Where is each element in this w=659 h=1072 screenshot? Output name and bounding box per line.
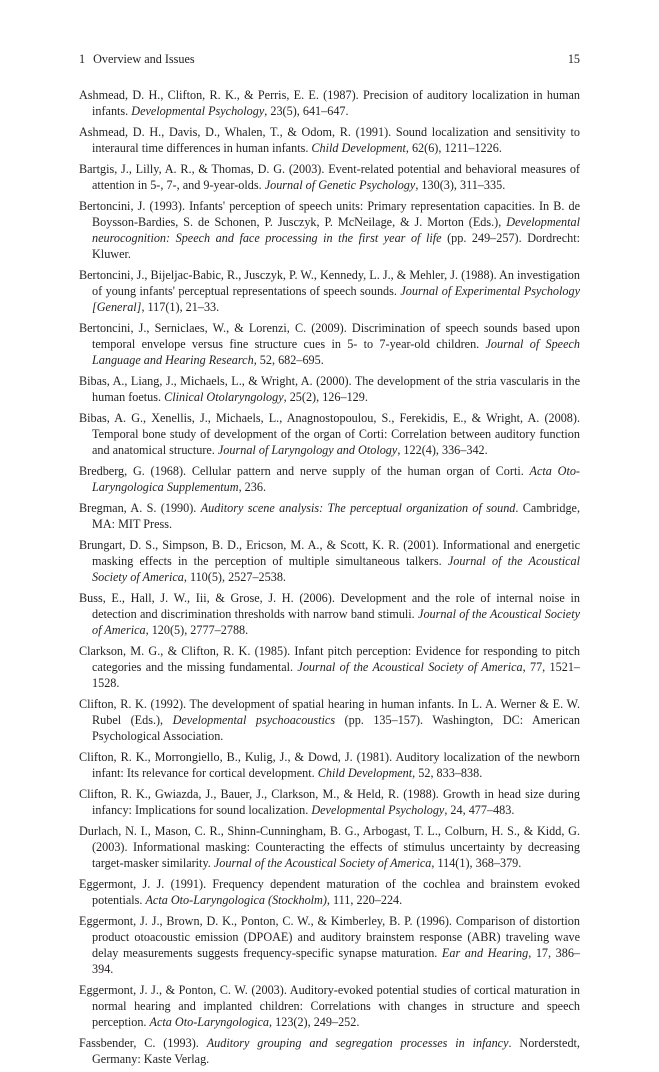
reference-text: Eggermont, J. J., & Ponton, C. W. (2003). Auditory-evoked potential studies of cortical maturation in normal hearing and implanted children: Correlations with changes in structure and speech perception. [79, 983, 580, 1029]
reference-text: Buss, E., Hall, J. W., Iii, & Grose, J. H. (2006). Development and the role of internal noise in detection and discrimination thresholds with narrow band stimuli. [79, 591, 580, 621]
page-number: 15 [567, 52, 580, 66]
reference-text: Clarkson, M. G., & Clifton, R. K. (1985). Infant pitch perception: Evidence for responding to pitch categories and the missing fundamental. [79, 644, 580, 674]
reference-text: Eggermont, J. J., Brown, D. K., Ponton, C. W., & Kimberley, B. P. (1996). Comparison of distortion product otoacoustic emission (DPOAE) and auditory brainstem response (ABR) traveling wave delay measurements suggests frequency-specific synapse maturation. [79, 914, 580, 960]
reference-details: , 130(3), 311–335. [415, 178, 506, 192]
reference-text: Clifton, R. K., Morrongiello, B., Kulig, J., & Dowd, J. (1981). Auditory localization of the newborn infant: Its relevance for cortical development. [79, 750, 580, 780]
reference-entry [79, 913, 580, 977]
reference-details: , 52, 833–838. [412, 766, 483, 780]
reference-details: , 77, 1521–1528. [92, 660, 581, 690]
reference-source-title: Journal of the Acoustical Society of America [92, 607, 580, 637]
reference-source-title: Acta Oto-Laryngologica Supplementum [92, 464, 580, 494]
reference-entry [79, 537, 580, 585]
reference-details: (pp. 135–157). Washington, DC: American Psychological Association. [92, 713, 580, 743]
reference-entry [79, 1035, 580, 1067]
reference-source-title: Ear and Hearing [441, 946, 529, 960]
reference-entry [79, 590, 580, 638]
reference-source-title: Journal of Laryngology and Otology [217, 443, 398, 457]
reference-source-title: Acta Oto-Laryngologica (Stockholm) [145, 893, 327, 907]
reference-source-title: Auditory scene analysis: The perceptual organization of sound [200, 501, 516, 515]
reference-details: , 25(2), 126–129. [283, 390, 368, 404]
reference-entry [79, 696, 580, 744]
chapter-title: Overview and Issues [93, 52, 195, 66]
reference-source-title: Developmental psychoacoustics [172, 713, 336, 727]
reference-details: . Cambridge, MA: MIT Press. [92, 501, 581, 531]
reference-entry [79, 198, 580, 262]
chapter-number: 1 [79, 52, 86, 66]
reference-details: . Norderstedt, Germany: Kaste Verlag. [92, 1036, 580, 1066]
reference-entry [79, 87, 580, 119]
reference-entry [79, 410, 580, 458]
reference-entry [79, 876, 580, 908]
reference-source-title: Developmental Psychology [311, 803, 445, 817]
reference-source-title: Journal of the Acoustical Society of America [92, 554, 580, 584]
reference-entry [79, 373, 580, 405]
reference-details: , 24, 477–483. [444, 803, 515, 817]
reference-entry [79, 161, 580, 193]
reference-text: Bibas, A., Liang, J., Michaels, L., & Wright, A. (2000). The development of the stria vascularis in the human foetus. [79, 374, 580, 404]
reference-details: , 62(6), 1211–1226. [405, 141, 502, 155]
reference-details: , 117(1), 21–33. [141, 300, 220, 314]
reference-entry [79, 500, 580, 532]
reference-source-title: Journal of the Acoustical Society of America [213, 856, 432, 870]
reference-entry [79, 749, 580, 781]
reference-entry [79, 643, 580, 691]
reference-list [79, 87, 580, 1072]
reference-source-title: Journal of the Acoustical Society of America [297, 660, 523, 674]
reference-source-title: Auditory grouping and segregation processes in infancy [206, 1036, 509, 1050]
reference-text: Bredberg, G. (1968). Cellular pattern and nerve supply of the human organ of Corti. [79, 464, 530, 478]
reference-details: (pp. 249–257). Dordrecht: Kluwer. [92, 231, 580, 261]
reference-entry [79, 267, 580, 315]
reference-text: Clifton, R. K., Gwiazda, J., Bauer, J., Clarkson, M., & Held, R. (1988). Growth in head size during infancy: Implications for sound localization. [79, 787, 580, 817]
reference-entry [79, 982, 580, 1030]
reference-source-title: Developmental neurocognition: Speech and face processing in the first year of life [92, 215, 580, 245]
reference-source-title: Journal of Experimental Psychology [General] [92, 284, 580, 314]
reference-text: Bertoncini, J., Bijeljac-Babic, R., Jusczyk, P. W., Kennedy, L. J., & Mehler, J. (1988). An investigation of young infants' perceptual representations of speech sounds. [79, 268, 580, 298]
reference-entry [79, 320, 580, 368]
reference-entry [79, 823, 580, 871]
reference-text: Bertoncini, J., Serniclaes, W., & Lorenzi, C. (2009). Discrimination of speech sounds based upon temporal envelope versus fine structure cues in 5- to 7-year-old children. [79, 321, 580, 351]
reference-entry [79, 463, 580, 495]
reference-text: Ashmead, D. H., Clifton, R. K., & Perris, E. E. (1987). Precision of auditory localization in human infants. [79, 88, 580, 118]
reference-source-title: Journal of Speech Language and Hearing Research [92, 337, 581, 367]
reference-details: , 123(2), 249–252. [269, 1015, 360, 1029]
reference-details: , 52, 682–695. [253, 353, 324, 367]
reference-details: , 236. [238, 480, 266, 494]
reference-text: Bibas, A. G., Xenellis, J., Michaels, L., Anagnostopoulou, S., Ferekidis, E., & Wright, A. (2008). Temporal bone study of development of the organ of Corti: Correlation between auditory function and anatomical structure. [79, 411, 580, 457]
chapter-heading [79, 51, 195, 67]
reference-source-title: Journal of Genetic Psychology [264, 178, 416, 192]
reference-entry [79, 786, 580, 818]
reference-text: Fassbender, C. (1993). [79, 1036, 207, 1050]
reference-source-title: Acta Oto-Laryngologica [149, 1015, 270, 1029]
reference-text: Brungart, D. S., Simpson, B. D., Ericson, M. A., & Scott, K. R. (2001). Informational and energetic masking effects in the perception of multiple simultaneous talkers. [79, 538, 580, 568]
reference-details: , 23(5), 641–647. [264, 104, 349, 118]
reference-details: , 17, 386–394. [92, 946, 580, 976]
reference-text: Durlach, N. I., Mason, C. R., Shinn-Cunningham, B. G., Arbogast, T. L., Colburn, H. S., & Kidd, G. (2003). Informational masking: Counteracting the effects of stimulus uncertainty by decreasing target-masker similarity. [79, 824, 580, 870]
reference-source-title: Clinical Otolaryngology [164, 390, 284, 404]
reference-details: , 122(4), 336–342. [397, 443, 488, 457]
reference-details: , 120(5), 2777–2788. [145, 623, 249, 637]
reference-details: , 111, 220–224. [326, 893, 403, 907]
reference-text: Bertoncini, J. (1993). Infants' perception of speech units: Primary representation capacities. In B. de Boysson-Bardies, S. de Schonen, P. Jusczyk, P. McNeilage, & J. Morton (Eds.), [79, 199, 580, 229]
reference-text: Ashmead, D. H., Davis, D., Whalen, T., & Odom, R. (1991). Sound localization and sensitivity to interaural time differences in human infants. [79, 125, 580, 155]
reference-source-title: Child Development [317, 766, 413, 780]
reference-text: Bregman, A. S. (1990). [79, 501, 201, 515]
reference-details: , 114(1), 368–379. [431, 856, 522, 870]
running-header [79, 51, 580, 67]
reference-entry [79, 124, 580, 156]
reference-source-title: Developmental Psychology [131, 104, 265, 118]
reference-text: Clifton, R. K. (1992). The development of spatial hearing in human infants. In L. A. Werner & E. W. Rubel (Eds.), [79, 697, 580, 727]
reference-text: Eggermont, J. J. (1991). Frequency dependent maturation of the cochlea and brainstem evoked potentials. [79, 877, 580, 907]
reference-text: Bartgis, J., Lilly, A. R., & Thomas, D. G. (2003). Event-related potential and behavioral measures of attention in 5-, 7-, and 9-year-olds. [79, 162, 580, 192]
reference-details: , 110(5), 2527–2538. [183, 570, 286, 584]
reference-source-title: Child Development [311, 141, 406, 155]
